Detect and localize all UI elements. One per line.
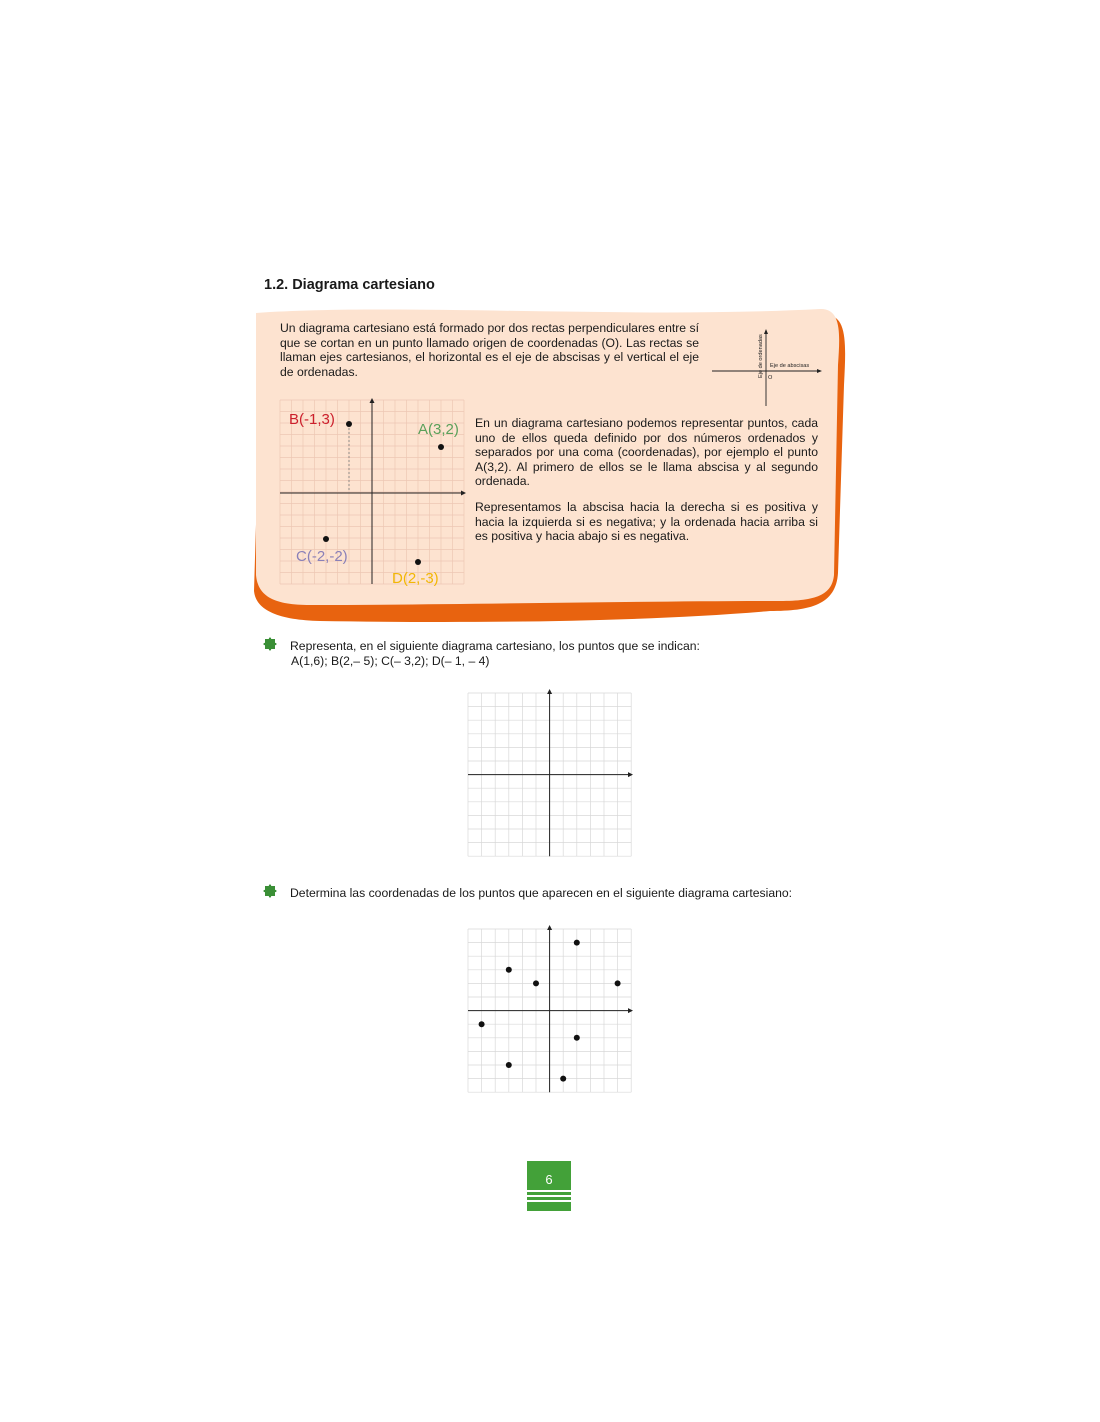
exercise-1-instruction: Representa, en el siguiente diagrama cartesiano, los puntos que se indican: [290,639,700,653]
explanation-paragraph-1: En un diagrama cartesiano podemos representar puntos, cada uno de ellos queda definido por dos números ordenados y separados por una coma (coordenadas), por ejemplo el punto A(3,2). Al primero de ellos se le llama abscisa y al segundo ordenada. [475,416,818,488]
point-marker [574,940,580,946]
y-axis-arrow-icon [547,925,552,930]
puzzle-piece-icon [262,636,278,652]
puzzle-piece-icon [262,883,278,899]
ordinate-arrow-icon [764,329,768,334]
badge-stripe [527,1190,571,1192]
badge-stripe [527,1195,571,1197]
abscissa-arrow-icon [817,369,822,373]
page-number: 6 [545,1172,553,1187]
explanation-paragraph-2: Representamos la abscisa hacia la derecha si es positiva y hacia la izquierda si es negativa; y la ordenada hacia arriba si es positiva y hacia abajo si es negativa. [475,500,818,543]
abscissa-label: Eje de abscisas [770,363,810,369]
exercise-1-points: A(1,6); B(2,– 5); C(– 3,2); D(– 1, – 4) [291,654,490,668]
page-number-badge [527,1161,571,1211]
point-marker [506,967,512,973]
intro-paragraph: Un diagrama cartesiano está formado por dos rectas perpendiculares entre sí que se cortan en un punto llamado origen de coordenadas (O). Las rectas se llaman ejes cartesianos, el horizontal es el eje de abscisas y el vertical el eje de ordenadas. [280,321,699,379]
point-marker [346,421,352,427]
point-marker [560,1076,566,1082]
badge-stripe [527,1200,571,1202]
point-marker [615,980,621,986]
axes-illustration [708,324,828,410]
point-marker [479,1021,485,1027]
point-marker [323,536,329,542]
point-label: B(-1,3) [289,411,335,428]
point-marker [506,1062,512,1068]
origin-label: O [768,375,773,381]
point-label: D(2,-3) [392,570,439,586]
points-cartesian-grid [464,924,636,1096]
point-label: C(-2,-2) [296,548,348,565]
section-title: 1.2. Diagrama cartesiano [264,277,435,293]
point-marker [415,559,421,565]
exercise-2-instruction: Determina las coordenadas de los puntos que aparecen en el siguiente diagrama cartesiano: [290,886,793,900]
point-marker [574,1035,580,1041]
y-axis-arrow-icon [547,689,552,694]
ordinate-label: Eje de ordenadas [758,334,764,378]
blank-cartesian-grid [464,688,636,860]
point-marker [438,444,444,450]
example-cartesian-chart [276,396,470,586]
point-label: A(3,2) [418,421,459,438]
point-marker [533,980,539,986]
